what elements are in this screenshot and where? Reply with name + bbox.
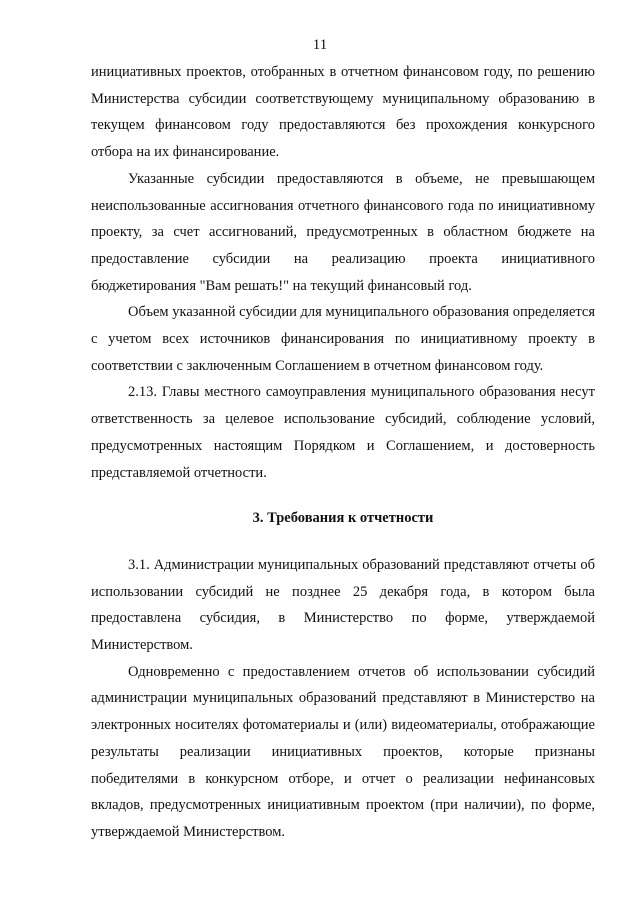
paragraph-3-1: 3.1. Администрации муниципальных образований представляют отчеты об использовании субсидий не позднее 25 декабря года, в котором была предоставлена субсидия, в Министерство по форме, утверждаемой Министерством.: [91, 556, 595, 654]
paragraph-subsidy-amount: Указанные субсидии предоставляются в объеме, не превышающем неиспользованные ассигнования отчетного финансового года по инициативному проекту, за счет ассигнований, предусмотренных в областном бюджете на предоставление субсидии на реализацию проекта инициативного бюджетирования "Вам решать!" на текущий финансовый год.: [91, 170, 595, 294]
section-3-heading: 3. Требования к отчетности: [252, 510, 434, 527]
paragraph-subsidy-volume: Объем указанной субсидии для муниципального образования определяется с учетом всех источников финансирования по инициативному проекту в соответствии с заключенным Соглашением в отчетном финансовом году.: [91, 304, 595, 374]
document-body: [91, 59, 595, 846]
paragraph-reports-materials: Одновременно с предоставлением отчетов об использовании субсидий администрации муниципальных образований представляют в Министерство на электронных носителях фотоматериалы и (или) видеоматериалы, отображающие результаты реализации инициативных проектов, которые признаны победителями в конкурсном отборе, и отчет о реализации нефинансовых вкладов, предусмотренных инициативным проектом (при наличии), по форме, утверждаемой Министерством.: [91, 663, 595, 840]
paragraph-2-13: 2.13. Главы местного самоуправления муниципального образования несут ответственность за целевое использование субсидий, соблюдение условий, предусмотренных настоящим Порядком и Соглашением, и достоверность представляемой отчетности.: [91, 384, 595, 481]
page-number: 11: [312, 37, 328, 53]
paragraph-continuation: инициативных проектов, отобранных в отчетном финансовом году, по решению Министерства субсидии соответствующему муниципальному образованию в текущем финансовом году предоставляются без прохождения конкурсного отбора на их финансирование.: [91, 64, 595, 161]
